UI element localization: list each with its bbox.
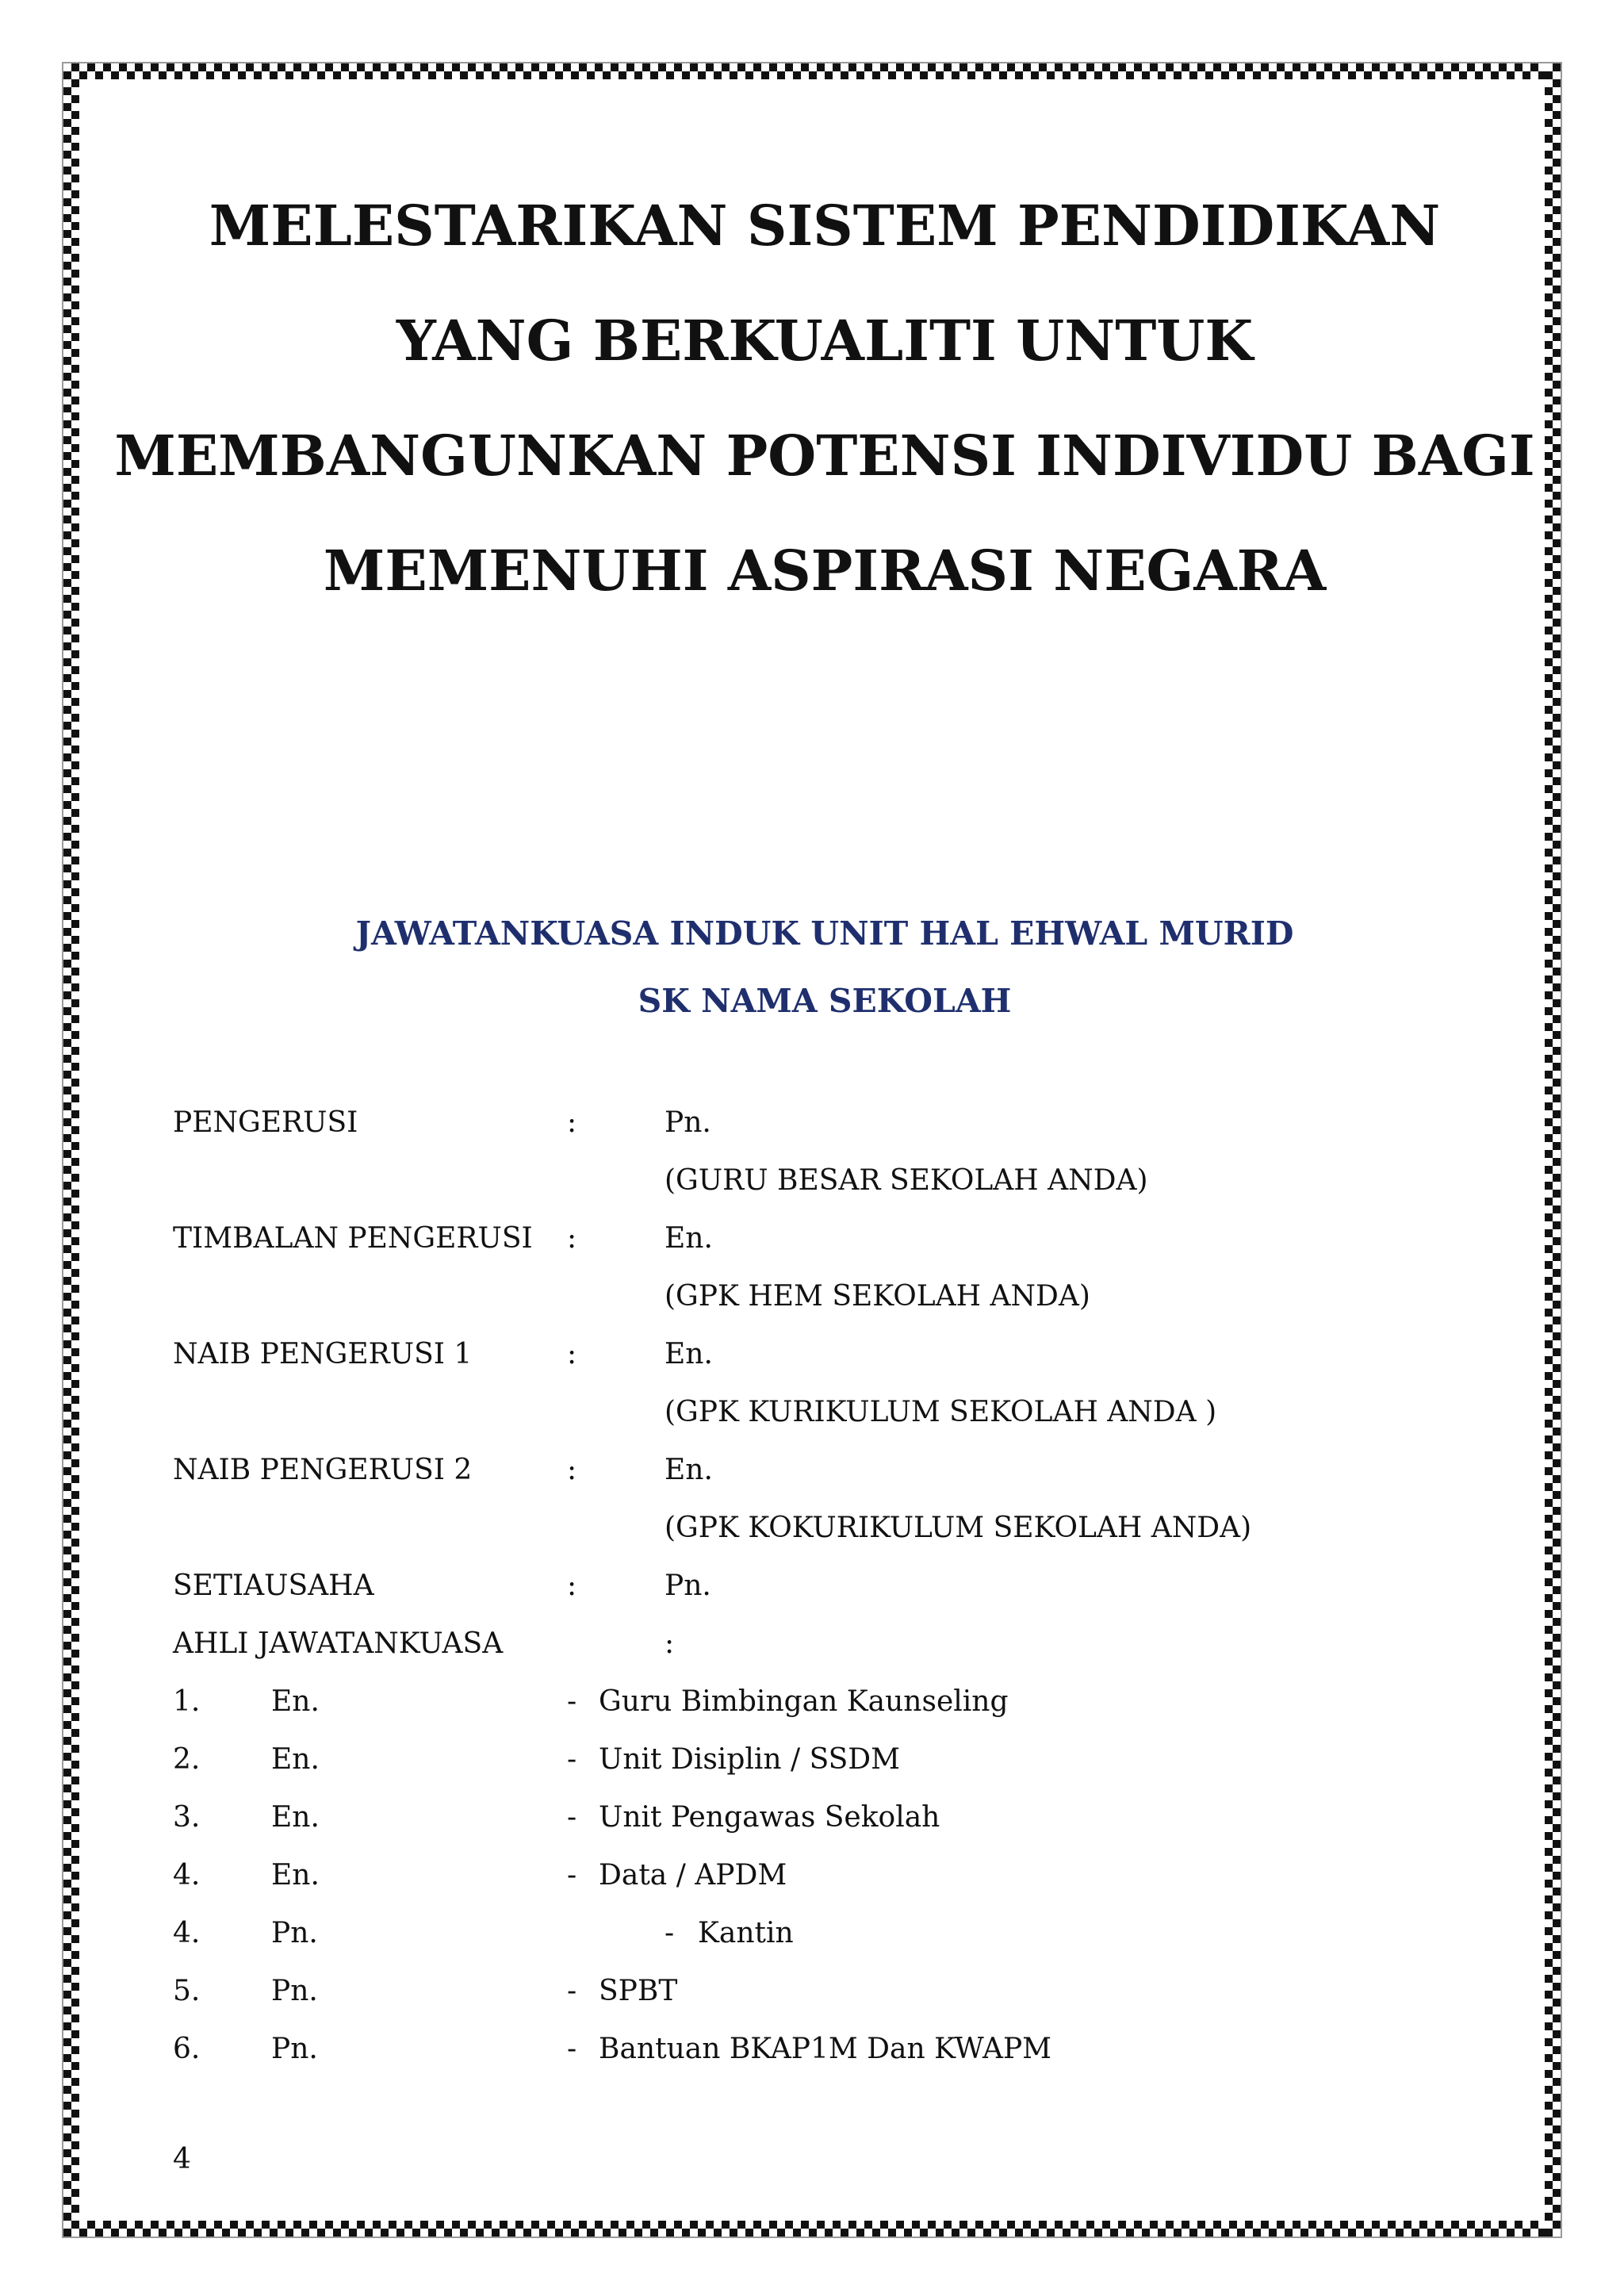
member-title: En. — [271, 1859, 320, 1892]
member-role: Unit Disiplin / SSDM — [599, 1743, 901, 1776]
position-value-secretary: Pn. — [665, 1570, 711, 1602]
member-title: Pn. — [271, 2033, 318, 2065]
position-note-vice-chairman-1: (GPK KURIKULUM SEKOLAH ANDA ) — [665, 1396, 1217, 1428]
member-dash: - — [567, 1859, 577, 1892]
position-value-deputy-chairman: En. — [665, 1222, 713, 1255]
member-title: En. — [271, 1743, 320, 1776]
member-dash: - — [567, 1801, 577, 1834]
member-number: 5. — [173, 1975, 201, 2007]
member-role: Guru Bimbingan Kaunseling — [599, 1685, 1009, 1718]
member-number: 2. — [173, 1743, 201, 1776]
member-number: 4. — [173, 1917, 201, 1949]
title-line-2: YANG BERKUALITI UNTUK — [396, 308, 1254, 374]
school-name: SK NAMA SEKOLAH — [638, 982, 1012, 1020]
position-value-vice-chairman-2: En. — [665, 1454, 713, 1486]
member-role: Unit Pengawas Sekolah — [599, 1801, 940, 1834]
position-label-chairman: PENGERUSI — [173, 1106, 358, 1139]
member-title: Pn. — [271, 1917, 318, 1949]
position-colon: : — [567, 1454, 577, 1486]
member-number: 6. — [173, 2033, 201, 2065]
member-dash: - — [665, 1917, 675, 1949]
page-number: 4 — [173, 2143, 191, 2175]
committee-name: JAWATANKUASA INDUK UNIT HAL EHWAL MURID — [355, 914, 1294, 953]
position-label-vice-chairman-2: NAIB PENGERUSI 2 — [173, 1454, 473, 1486]
position-colon: : — [567, 1570, 577, 1602]
members-label: AHLI JAWATANKUASA — [173, 1627, 504, 1660]
position-value-vice-chairman-1: En. — [665, 1338, 713, 1370]
title-line-1: MELESTARIKAN SISTEM PENDIDIKAN — [209, 193, 1441, 259]
title-line-3: MEMBANGUNKAN POTENSI INDIVIDU BAGI — [114, 423, 1535, 489]
position-label-vice-chairman-1: NAIB PENGERUSI 1 — [173, 1338, 473, 1370]
position-label-secretary: SETIAUSAHA — [173, 1570, 374, 1602]
member-role: SPBT — [599, 1975, 678, 2007]
position-label-deputy-chairman: TIMBALAN PENGERUSI — [173, 1222, 533, 1255]
page-border-right — [1545, 63, 1561, 2237]
member-role: Data / APDM — [599, 1859, 787, 1892]
position-colon: : — [567, 1222, 577, 1255]
member-dash: - — [567, 2033, 577, 2065]
member-title: Pn. — [271, 1975, 318, 2007]
member-dash: - — [567, 1685, 577, 1718]
member-number: 3. — [173, 1801, 201, 1834]
member-role: Bantuan BKAP1M Dan KWAPM — [599, 2033, 1052, 2065]
member-title: En. — [271, 1801, 320, 1834]
position-note-vice-chairman-2: (GPK KOKURIKULUM SEKOLAH ANDA) — [665, 1512, 1252, 1544]
position-colon: : — [567, 1338, 577, 1370]
position-colon: : — [567, 1106, 577, 1139]
members-colon: : — [665, 1627, 675, 1660]
page-border-left — [63, 63, 79, 2237]
page-title — [111, 168, 1538, 628]
member-number: 4. — [173, 1859, 201, 1892]
member-number: 1. — [173, 1685, 201, 1718]
member-role: Kantin — [698, 1917, 794, 1949]
page-border-bottom — [63, 2221, 1561, 2237]
position-note-chairman: (GURU BESAR SEKOLAH ANDA) — [665, 1164, 1148, 1197]
title-line-4: MEMENUHI ASPIRASI NEGARA — [323, 538, 1327, 604]
member-title: En. — [271, 1685, 320, 1718]
position-value-chairman: Pn. — [665, 1106, 711, 1139]
member-dash: - — [567, 1743, 577, 1776]
member-dash: - — [567, 1975, 577, 2007]
committee-heading — [111, 900, 1538, 1035]
position-note-deputy-chairman: (GPK HEM SEKOLAH ANDA) — [665, 1280, 1090, 1313]
page-border-top — [63, 63, 1561, 79]
